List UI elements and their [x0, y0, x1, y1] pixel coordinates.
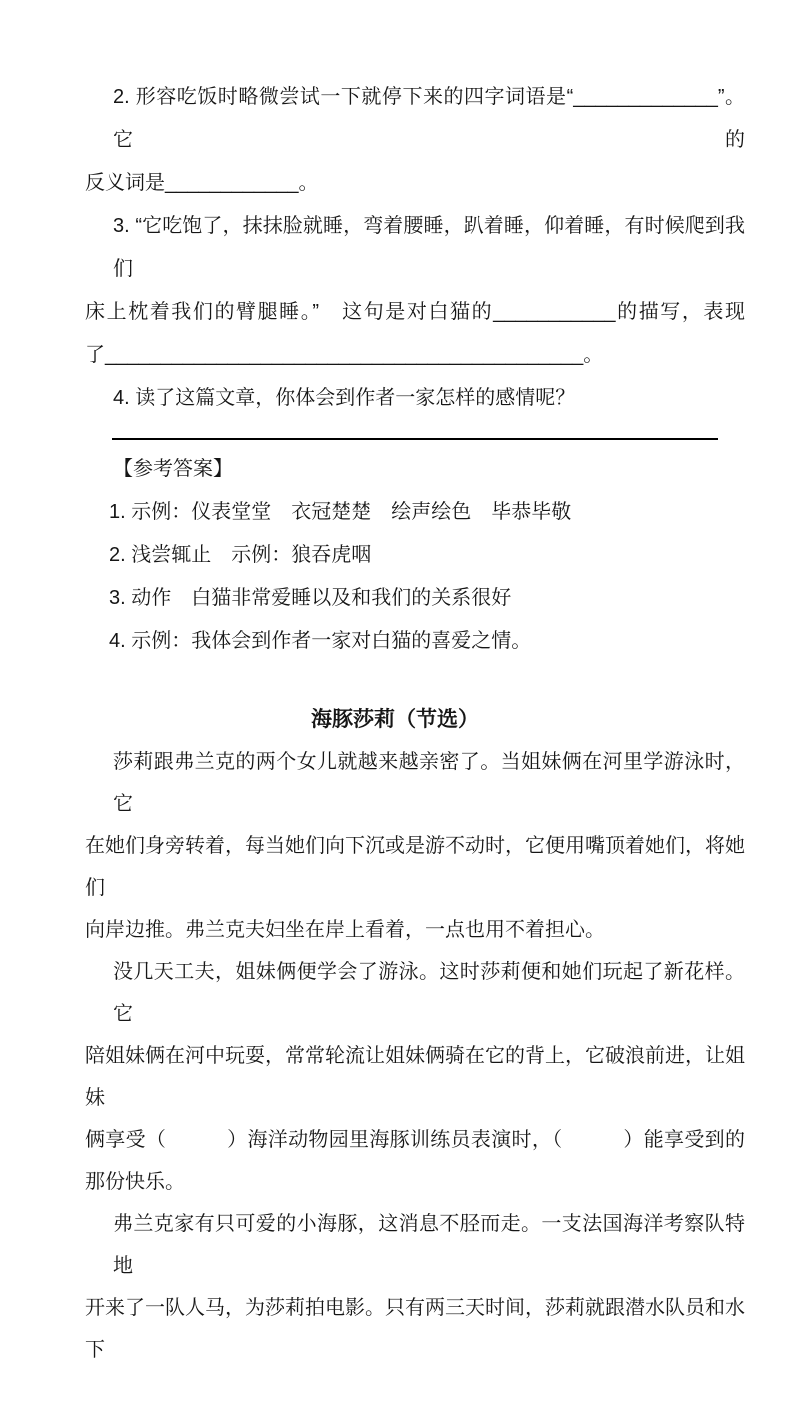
question-2-line-1: 2. 形容吃饭时略微尝试一下就停下来的四字词语是“_____________”。它的 — [113, 86, 745, 151]
passage-line: 俩享受（ ）海洋动物园里海豚训练员表演时，（ ）能享受到的 — [85, 1129, 745, 1151]
passage-line: 弗兰克家有只可爱的小海豚，这消息不胫而走。一支法国海洋考察队特地 — [113, 1213, 745, 1277]
question-2-line-2: 反义词是____________。 — [85, 172, 319, 194]
passage-line: 莎莉跟弗兰克的两个女儿就越来越亲密了。当姐妹俩在河里学游泳时，它 — [113, 751, 745, 815]
passage-line: 陪姐妹俩在河中玩耍，常常轮流让姐妹俩骑在它的背上，它破浪前进，让姐妹 — [85, 1045, 745, 1109]
question-4-line-1: 4. 读了这篇文章，你体会到作者一家怎样的感情呢？ — [113, 387, 576, 409]
answer-item-4: 4. 示例：我体会到作者一家对白猫的喜爱之情。 — [109, 630, 532, 652]
question-3-line-3: 了___________________________________________。 — [85, 344, 604, 366]
answer-key-heading: 【参考答案】 — [113, 458, 233, 480]
answer-item-3: 3. 动作 白猫非常爱睡以及和我们的关系很好 — [109, 587, 512, 609]
passage-line: 没几天工夫，姐妹俩便学会了游泳。这时莎莉便和她们玩起了新花样。它 — [113, 961, 745, 1025]
passage-title: 海豚莎莉（节选） — [311, 708, 479, 731]
question-3-line-2: 床上枕着我们的臂腿睡。” 这句是对白猫的___________的描写，表现 — [85, 301, 745, 323]
passage-line: 向岸边推。弗兰克夫妇坐在岸上看着，一点也用不着担心。 — [85, 919, 605, 941]
passage-line: 那份快乐。 — [85, 1171, 185, 1193]
question-section — [85, 76, 745, 420]
passage-line: 开来了一队人马，为莎莉拍电影。只有两三天时间，莎莉就跟潜水队员和水下 — [85, 1297, 745, 1361]
section-divider — [112, 438, 718, 440]
answer-key-section — [85, 448, 745, 663]
question-3-line-1: 3. “它吃饱了，抹抹脸就睡，弯着腰睡，趴着睡，仰着睡，有时候爬到我们 — [113, 215, 745, 280]
answer-item-2: 2. 浅尝辄止 示例：狼吞虎咽 — [109, 544, 372, 566]
passage-section — [85, 698, 745, 1371]
answer-item-1: 1. 示例：仪表堂堂 衣冠楚楚 绘声绘色 毕恭毕敬 — [109, 501, 572, 523]
passage-line: 在她们身旁转着，每当她们向下沉或是游不动时，它便用嘴顶着她们，将她们 — [85, 835, 745, 899]
